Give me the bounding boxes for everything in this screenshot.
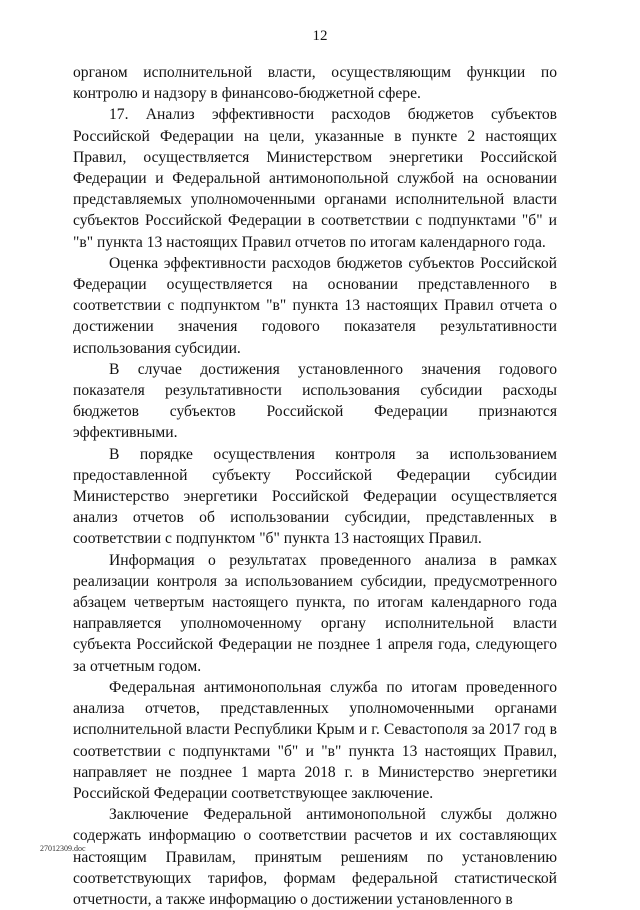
paragraph-efficiency-criteria: В случае достижения установленного значения годового показателя результативности использования субсидии расходы бюджетов субъектов Российской Федерации признаются эффективными. [73,360,557,442]
paragraph-item-17: 17. Анализ эффективности расходов бюджетов субъектов Российской Федерации на цели, указанные в пункте 2 настоящих Правил, осуществляется Министерством энергетики Российской Федерации и Федеральной антимонопольной службой на основании представляемых уполномоченными органами исполнительной власти субъектов Российской Федерации в соответствии с подпунктами "б" и "в" пункта 13 настоящих Правил отчетов по итогам календарного года. [73,106,557,251]
footer-document-code: 27012309.doc [40,844,86,853]
paragraph-analysis-results: Информация о результатах проведенного анализа в рамках реализации контроля за использованием субсидии, предусмотренного абзацем четвертым настоящего пункта, по итогам календарного года направляется уполномоченному органу исполнительной власти субъекта Российской Федерации не позднее 1 апреля года, следующего за отчетным годом. [73,551,557,675]
paragraph-fas-conclusion: Заключение Федеральной антимонопольной службы должно содержать информацию о соответствии расчетов и их составляющих настоящим Правилам, принятым решениям по установлению соответствующих тарифов, формам федеральной статистической отчетности, а также информацию о достижении установленного в [73,806,557,908]
paragraph-efficiency-evaluation: Оценка эффективности расходов бюджетов субъектов Российской Федерации осуществляется на основании представленного в соответствии с подпунктом "в" пункта 13 настоящих Правил отчета о достижении значения годового показателя результативности использования субсидии. [73,254,557,357]
document-body [73,62,557,910]
paragraph-fas-review: Федеральная антимонопольная служба по итогам проведенного анализа отчетов, представленных уполномоченными органами исполнительной власти Республики Крым и г. Севастополя за 2017 год в соответствии с подпунктами "б" и "в" пункта 13 настоящих Правил, направляет не позднее 1 марта 2018 г. в Министерство энергетики Российской Федерации соответствующее заключение. [73,678,557,802]
page-number: 12 [312,28,328,44]
paragraph-control-procedure: В порядке осуществления контроля за использованием предоставленной субъекту Российской Федерации субсидии Министерство энергетики Российской Федерации осуществляется анализ отчетов об использовании субсидии, представленных в соответствии с подпунктом "б" пункта 13 настоящих Правил. [73,445,557,548]
paragraph-continuation: органом исполнительной власти, осуществляющим функции по контролю и надзору в финансово-бюджетной сфере. [73,64,557,103]
